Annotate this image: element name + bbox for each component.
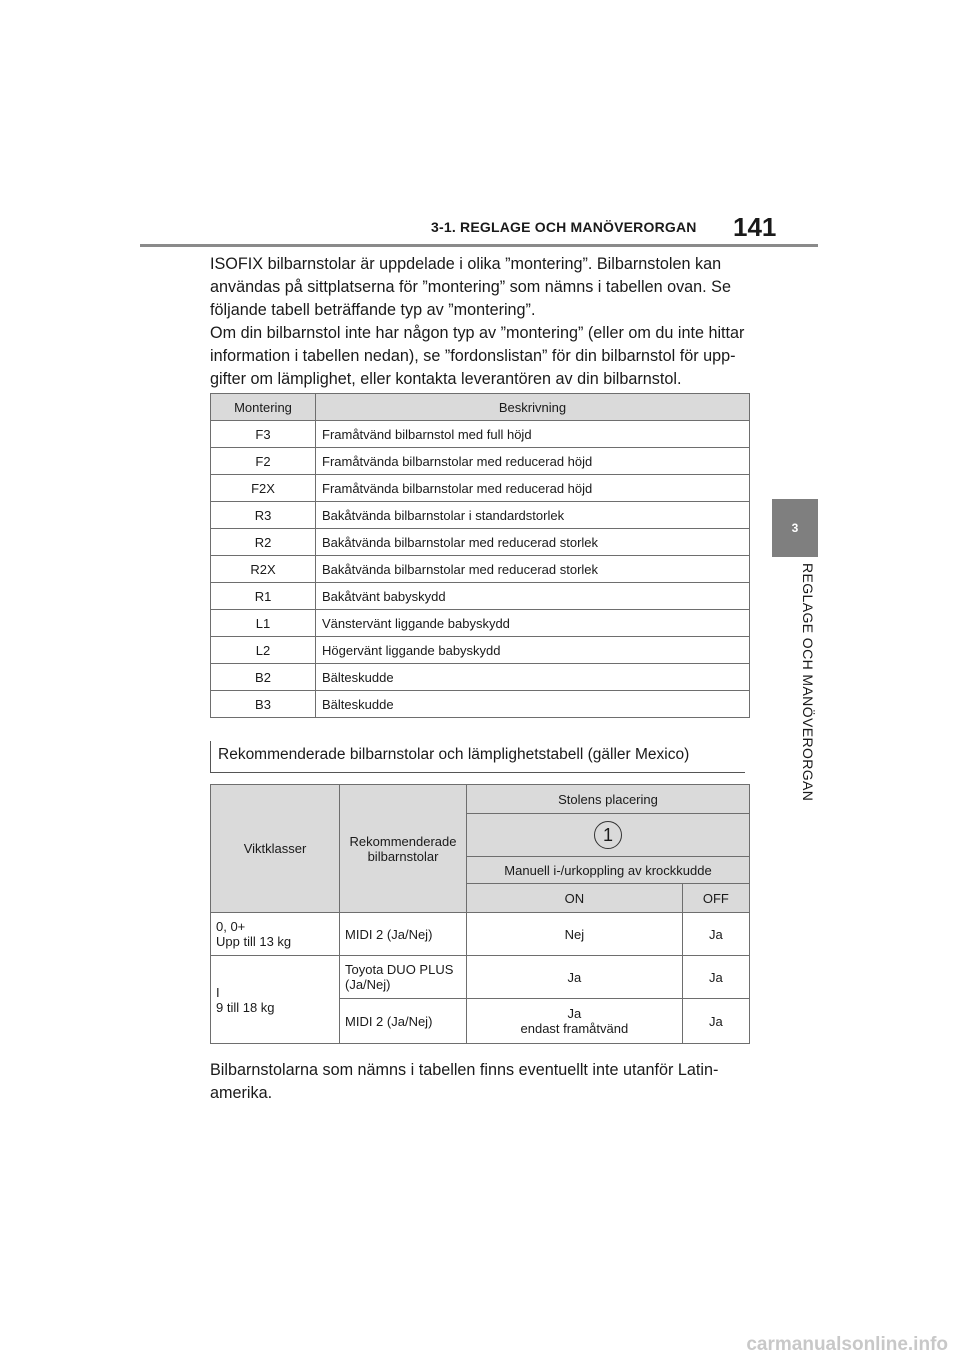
column-header-recommended-seats: Rekommenderade bilbarnstolar <box>340 785 467 913</box>
mounting-description: Bälteskudde <box>316 664 750 691</box>
recommended-seat-cell: Toyota DUO PLUS (Ja/Nej) <box>340 956 467 999</box>
mounting-code: L1 <box>211 610 316 637</box>
seat-position-header <box>467 814 750 857</box>
weight-class-cell: 0, 0+ Upp till 13 kg <box>211 913 340 956</box>
column-header-off: OFF <box>682 884 749 913</box>
table-row <box>211 583 750 610</box>
intro-paragraph-1: ISOFIX bilbarnstolar är uppdelade i olika ”montering”. Bilbarnstolen kan användas på sittplatserna för ”montering” som nämns i tabellen ovan. Se följande tabell beträffande typ av ”montering”. <box>210 255 731 319</box>
mounting-description: Bakåtvända bilbarnstolar med reducerad storlek <box>316 529 750 556</box>
mounting-code: L2 <box>211 637 316 664</box>
chapter-side-label: REGLAGE OCH MANÖVERORGAN <box>800 563 816 802</box>
mounting-code: R1 <box>211 583 316 610</box>
airbag-on-cell: Nej <box>467 913 683 956</box>
recommended-seat-cell: MIDI 2 (Ja/Nej) <box>340 999 467 1044</box>
mounting-description: Bakåtvända bilbarnstolar i standardstorlek <box>316 502 750 529</box>
mounting-description: Högervänt liggande babyskydd <box>316 637 750 664</box>
mounting-description: Bakåtvänt babyskydd <box>316 583 750 610</box>
airbag-off-cell: Ja <box>682 913 749 956</box>
mounting-code: B2 <box>211 664 316 691</box>
mounting-code: F3 <box>211 421 316 448</box>
mounting-table <box>210 393 750 718</box>
airbag-off-cell: Ja <box>682 999 749 1044</box>
mounting-code: B3 <box>211 691 316 718</box>
table-header-row <box>211 394 750 421</box>
mounting-code: R2 <box>211 529 316 556</box>
airbag-off-cell: Ja <box>682 956 749 999</box>
section-heading: Rekommenderade bilbarnstolar och lämplighetstabell (gäller Mexico) <box>210 741 745 773</box>
table-row <box>211 691 750 718</box>
table-row <box>211 502 750 529</box>
chapter-tab: 3 <box>772 499 818 557</box>
recommendation-table <box>210 784 750 1044</box>
mounting-description: Framåtvänd bilbarnstol med full höjd <box>316 421 750 448</box>
recommended-seat-cell: MIDI 2 (Ja/Nej) <box>340 913 467 956</box>
column-header-mounting: Montering <box>211 394 316 421</box>
header-divider <box>140 244 818 247</box>
table-row <box>211 610 750 637</box>
table-row <box>211 637 750 664</box>
table-row <box>211 664 750 691</box>
mounting-code: F2X <box>211 475 316 502</box>
seat-position-number: 1 <box>594 821 622 849</box>
airbag-on-value: Ja <box>567 1006 582 1021</box>
airbag-on-cell <box>467 999 683 1044</box>
column-header-weight-class: Viktklasser <box>211 785 340 913</box>
intro-text <box>210 253 755 391</box>
watermark: carmanualsonline.info <box>746 1334 948 1355</box>
table-row <box>211 529 750 556</box>
column-header-airbag-switch: Manuell i-/urkoppling av krockkudde <box>467 857 750 884</box>
table-row <box>211 913 750 956</box>
mounting-code: F2 <box>211 448 316 475</box>
weight-class-cell: I 9 till 18 kg <box>211 956 340 1044</box>
table-row <box>211 956 750 999</box>
table-row <box>211 421 750 448</box>
mounting-description: Framåtvända bilbarnstolar med reducerad höjd <box>316 448 750 475</box>
mounting-code: R2X <box>211 556 316 583</box>
column-header-description: Beskrivning <box>316 394 750 421</box>
table-row <box>211 475 750 502</box>
footer-note: Bilbarnstolarna som nämns i tabellen finns eventuellt inte utanför Latin-amerika. <box>210 1061 719 1102</box>
mounting-code: R3 <box>211 502 316 529</box>
airbag-on-note: endast framåtvänd <box>520 1021 629 1036</box>
intro-paragraph-2: Om din bilbarnstol inte har någon typ av ”montering” (eller om du inte hittar information i tabellen nedan), se ”fordonslistan” för din bilbarnstol för upp-gifter om lämplighet, eller kontakta leverantören av din bilbarnstol. <box>210 324 745 388</box>
page-number: 141 <box>733 212 777 242</box>
table-row <box>211 556 750 583</box>
table-row <box>211 448 750 475</box>
column-header-on: ON <box>467 884 683 913</box>
mounting-description: Framåtvända bilbarnstolar med reducerad höjd <box>316 475 750 502</box>
section-title: 3-1. REGLAGE OCH MANÖVERORGAN <box>431 219 697 235</box>
column-header-seat-placement: Stolens placering <box>467 785 750 814</box>
mounting-description: Bakåtvända bilbarnstolar med reducerad storlek <box>316 556 750 583</box>
airbag-on-cell: Ja <box>467 956 683 999</box>
mounting-description: Vänstervänt liggande babyskydd <box>316 610 750 637</box>
mounting-description: Bälteskudde <box>316 691 750 718</box>
